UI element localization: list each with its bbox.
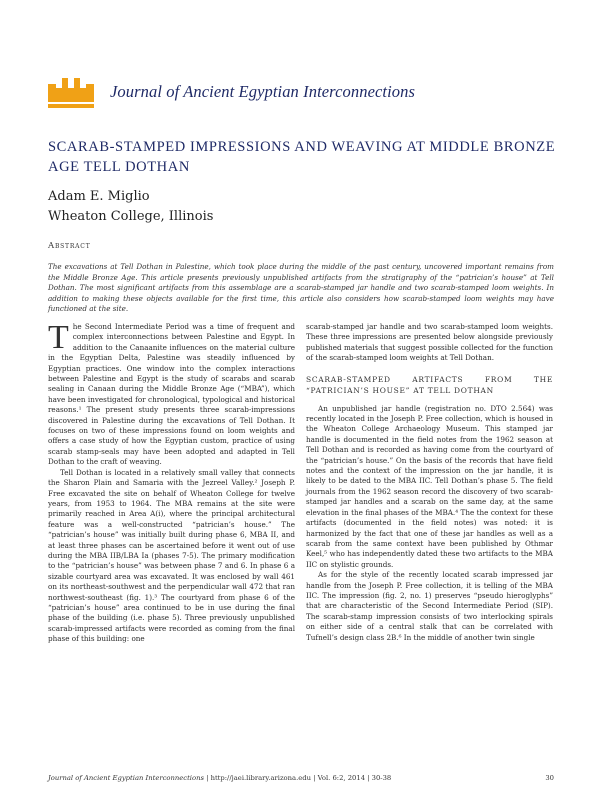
author-block bbox=[48, 187, 213, 227]
masthead bbox=[48, 74, 415, 110]
author-affiliation: Wheaton College, Illinois bbox=[48, 209, 214, 224]
paragraph-text: he Second Intermediate Period was a time of frequent and complex interconnections between Palestine and Egypt. In addition to the Canaanite influences on the material culture in the Egyptian Delta, Palestine was steadily influenced by Egyptian practices. One window into the complex interactions between Palestine and Egypt is the study of scarabs and scarab sealing in Canaan during the Middle Bronze Age (“MBA”), which have been investigated for chronological, typological and historical reasons.¹ The present study presents three scarab-impressions discovered in Palestine during the excavations of Tell Dothan. It focuses on two of these impressions found on loom weights and offers a case study of how the Egyptian custom, practice of using scarab stamp-seals may have been adopted and adapted in Tell Dothan to the craft of weaving. bbox=[48, 322, 295, 467]
section-heading: SCARAB-STAMPED ARTIFACTS FROM THE “PATRICIAN’S HOUSE” AT TELL DOTHAN bbox=[306, 374, 553, 395]
body-column-right bbox=[306, 322, 553, 643]
article-title: SCARAB-STAMPED IMPRESSIONS AND WEAVING AT MIDDLE BRONZE AGE TELL DOTHAN bbox=[48, 139, 556, 175]
journal-title: Journal of Ancient Egyptian Interconnections bbox=[110, 82, 416, 101]
body-paragraph: Tell Dothan is located in a relatively small valley that connects the Sharon Plain and Samaria with the Jezreel Valley.² Joseph P. Free excavated the site on behalf of Wheaton College for twelve years, from 1953 to 1964. The MBA remains at the site were primarily reached in Area A(i), where the principal architectural feature was a well-constructed “patrician’s house.” The “patrician’s house” was initially built during phase 6, MBA II, and at least three phases can be ascertained before it went out of use during the MBA IIB/LBA Ia (phases 7-5). The primary modification to the “patrician’s house” was between phase 7 and 6. In phase 6 a sizable courtyard area was excavated. It was enclosed by wall 461 on its northeast-southwest and the perpendicular wall 472 that ran northwest-southeast (fig. 1).³ The courtyard from phase 6 of the “patrician’s house” area continued to be in use during the final phase of the building (i.e. phase 5). Three previously unpublished scarab-impressed artifacts were recorded as coming from the final phase of this building: one bbox=[48, 467, 295, 644]
abstract-text: The excavations at Tell Dothan in Palestine, which took place during the middle of the past century, uncovered important remains from the Middle Bronze Age. This article presents previously unpublished artifacts from the stratigraphy of the “patrician’s house” at Tell Dothan. The most significant artifacts from this assemblage are a scarab-stamped jar handle and two scarab-stamped loom weights. In addition to making these objects available for the first time, this article also considers how scarab-stamped loom weights may have functioned at the site. bbox=[48, 262, 554, 313]
page-footer bbox=[48, 774, 554, 782]
page-number: 30 bbox=[545, 774, 554, 782]
footer-volume: | http://jaei.library.arizona.edu | Vol. 6:2, 2014 | 30-38 bbox=[206, 774, 392, 782]
drop-cap: T bbox=[48, 319, 69, 356]
body-paragraph: As for the style of the recently located scarab impressed jar handle from the Joseph P. Free collection, it is telling of the MBA IIC. The impression (fig. 2, no. 1) preserves “pseudo hieroglyphs” that are characteristic of the Second Intermediate Period (SIP). The scarab-stamp impression consists of two interlocking spirals on either side of a central stalk that can be correlated with Tufnell’s design class 2B.⁶ In the middle of another twin single bbox=[306, 570, 553, 642]
author-name: Adam E. Miglio bbox=[48, 189, 150, 204]
journal-logo-icon bbox=[48, 74, 102, 110]
body-paragraph bbox=[48, 319, 295, 468]
footer-journal: Journal of Ancient Egyptian Interconnections bbox=[48, 774, 204, 782]
body-paragraph: An unpublished jar handle (registration no. DTO 2.564) was recently located in the Joseph P. Free collection, which is housed in the Wheaton College Archaeology Museum. This stamped jar handle is documented in the field notes from the 1962 season at Tell Dothan and is recorded as having come from the courtyard of the “patrician’s house.” On the basis of the records that have field notes and the context of the impression on the jar handle, it is likely to be dated to the MBA IIC. Tell Dothan’s phase 5. The field journals from the 1962 season record the discovery of two scarab-stamped jar handles and a scarab on the same day, at the same elevation in the final phases of the MBA.⁴ The the context for these artifacts (documented in the field notes) was noted: it is harmonized by the fact that one of these jar handles as well as a scarab from the same context have been published by Othmar Keel,⁵ who has independently dated these two artifacts to the MBA IIC on stylistic grounds. bbox=[306, 403, 553, 569]
footer-citation bbox=[48, 774, 391, 782]
body-column-left bbox=[48, 319, 295, 645]
abstract-heading: Abstract bbox=[48, 241, 91, 251]
body-paragraph: scarab-stamped jar handle and two scarab-stamped loom weights. These three impressions are presented below alongside previously published materials that suggest possible collected for the function of the scarab-stamped loom weights at Tell Dothan. bbox=[306, 322, 553, 363]
